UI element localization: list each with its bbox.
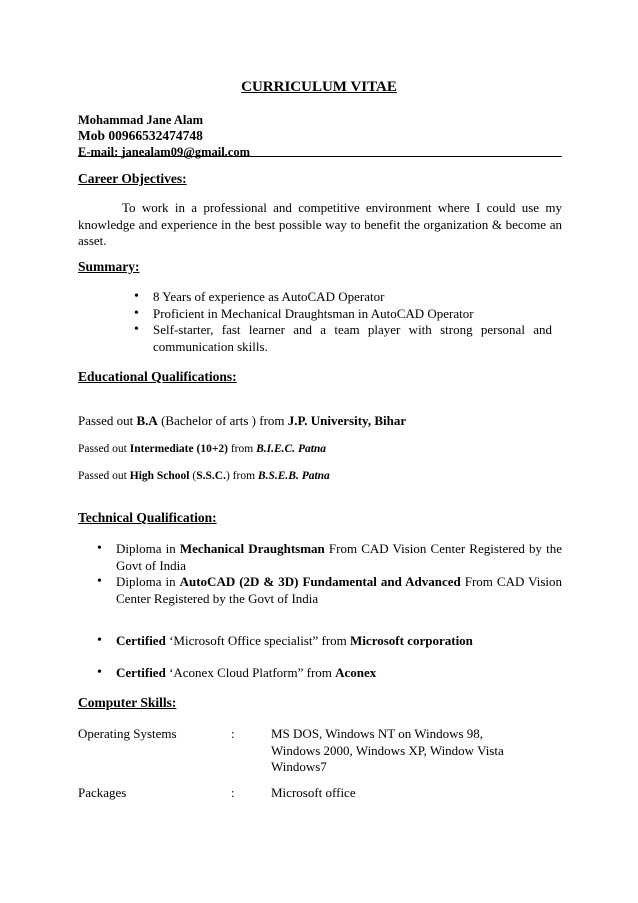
summary-list [134, 289, 552, 355]
education-ba-degree: B.A [136, 413, 158, 428]
contact-block [78, 112, 562, 160]
header-divider [78, 156, 562, 157]
education-ba-university: J.P. University, Bihar [287, 413, 407, 428]
email-address: E-mail: janealam09@gmail.com [78, 145, 251, 159]
skill-value-line: Windows7 [271, 759, 327, 774]
diploma2-course: AutoCAD (2D & 3D) Fundamental and Advanced [179, 574, 461, 589]
diploma1-prefix: Diploma in [116, 541, 180, 556]
education-school-prefix: Passed out [78, 470, 130, 482]
education-high-school [78, 470, 330, 482]
education-inter-prefix: Passed out [78, 443, 130, 455]
cert1-issuer: Microsoft corporation [350, 633, 473, 648]
career-objectives-heading: Career Objectives: [78, 171, 187, 186]
summary-item: • 8 Years of experience as AutoCAD Operator [134, 289, 552, 306]
page-title: CURRICULUM VITAE [241, 79, 397, 95]
technical-item [97, 574, 562, 607]
skill-key: Operating Systems [78, 726, 177, 741]
mobile-number: Mob 00966532474748 [78, 128, 203, 143]
education-school-degree: High School [129, 470, 190, 482]
summary-item: • Self-starter, fast learner and a team player with strong personal and communication skills. [134, 322, 552, 355]
career-objectives-text [78, 200, 562, 250]
candidate-name: Mohammad Jane Alam [78, 113, 203, 127]
technical-item [97, 665, 562, 682]
skill-value-line: Microsoft office [271, 785, 356, 800]
diploma2-prefix: Diploma in [116, 574, 180, 589]
education-ba [78, 413, 406, 429]
education-school-board: B.S.E.B. Patna [257, 470, 330, 482]
cert1-label: Certified [116, 633, 166, 648]
technical-item [97, 541, 562, 574]
cert1-text: ‘Microsoft Office specialist” from [165, 633, 351, 648]
education-inter-board: B.I.E.C. Patna [256, 443, 327, 455]
technical-cert-list-2 [97, 665, 562, 682]
education-school-middle: ) from [225, 470, 258, 482]
skill-value-line: MS DOS, Windows NT on Windows 98, [271, 726, 484, 741]
diploma1-suffix: From CAD Vision Center Registered by the Govt of India [116, 541, 562, 573]
technical-diploma-list [97, 541, 562, 607]
skill-value [271, 726, 551, 776]
summary-heading: Summary: [78, 259, 140, 274]
diploma2-suffix: From CAD Vision Center Registered by the Govt of India [116, 574, 562, 606]
skill-separator: : [231, 726, 235, 741]
diploma1-course: Mechanical Draughtsman [179, 541, 325, 556]
technical-item [97, 633, 562, 650]
career-objectives-body: To work in a professional and competitive environment where I could use my knowledge and experience in the best possible way to benefit the organization & become an asset. [78, 200, 562, 248]
education-inter-middle: from [227, 443, 257, 455]
cert2-text: ‘Aconex Cloud Platform” from [165, 665, 336, 680]
skill-key: Packages [78, 785, 127, 800]
skill-value [271, 785, 551, 802]
skill-separator: : [231, 785, 235, 800]
cert2-label: Certified [116, 665, 166, 680]
technical-heading: Technical Qualification: [78, 510, 217, 525]
education-heading: Educational Qualifications: [78, 369, 237, 384]
cert2-issuer: Aconex [335, 665, 377, 680]
technical-cert-list-1 [97, 633, 562, 650]
education-inter-degree: Intermediate (10+2) [129, 443, 228, 455]
skill-value-line: Windows 2000, Windows XP, Window Vista [271, 742, 504, 758]
education-intermediate [78, 443, 326, 455]
summary-item: • Proficient in Mechanical Draughtsman in AutoCAD Operator [134, 306, 552, 323]
education-school-abbrev: S.S.C. [196, 470, 226, 482]
education-ba-prefix: Passed out [78, 413, 137, 428]
education-school-paren-open: ( [189, 470, 197, 482]
education-ba-middle: (Bachelor of arts ) from [157, 413, 288, 428]
computer-skills-heading: Computer Skills: [78, 695, 177, 710]
